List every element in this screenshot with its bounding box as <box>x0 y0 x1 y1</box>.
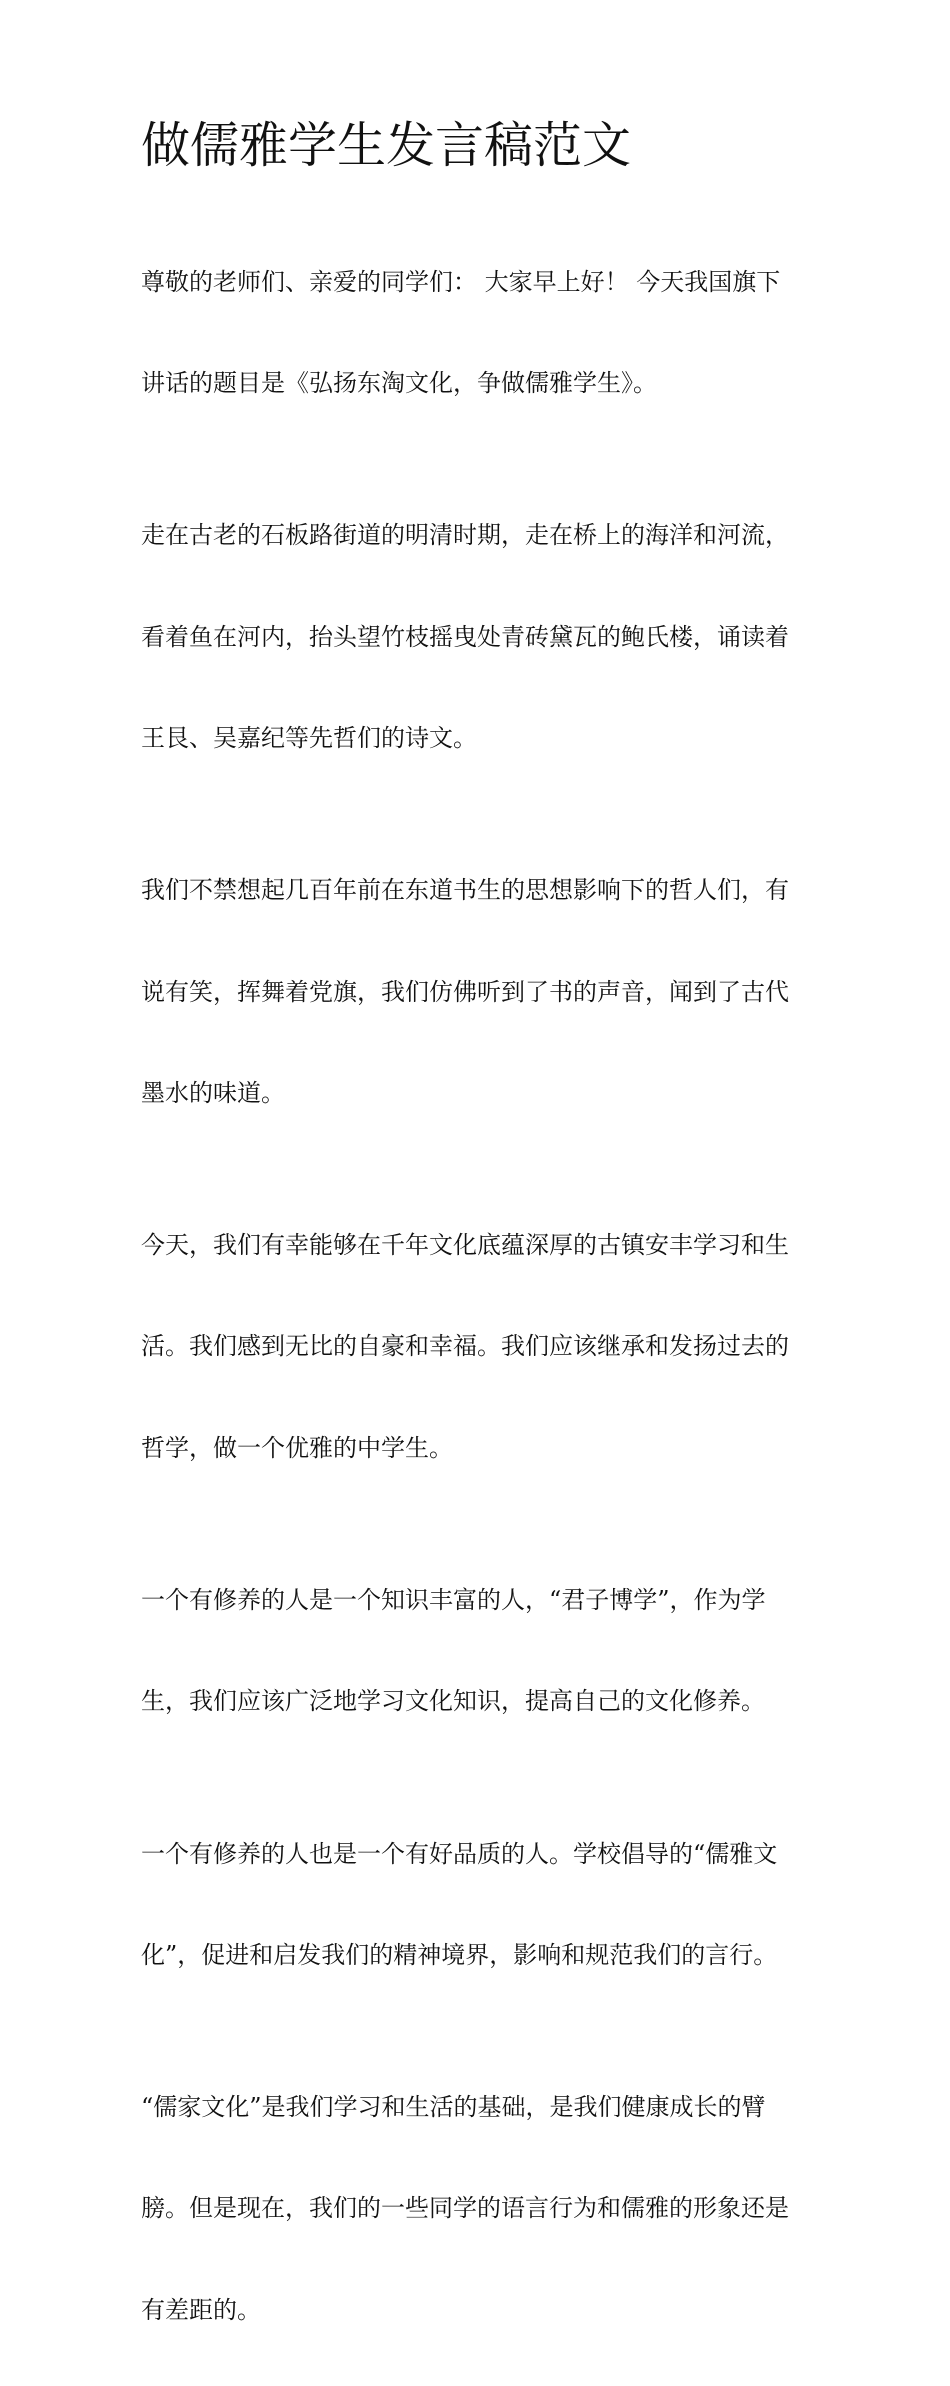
paragraph-line: 生，我们应该广泛地学习文化知识，提高自己的文化修养。 <box>141 1687 765 1716</box>
paragraph-5 <box>141 1524 821 1778</box>
paragraph-2 <box>141 460 821 815</box>
paragraph-line: 我们不禁想起几百年前在东道书生的思想影响下的哲人们，有 <box>141 876 789 905</box>
paragraph-line: 一个有修养的人也是一个有好品质的人。学校倡导的“儒雅文 <box>141 1839 778 1868</box>
document-title: 做儒雅学生发言稿范文 <box>141 117 632 174</box>
paragraph-line: 墨水的味道。 <box>141 1078 285 1107</box>
paragraph-line: 有差距的。 <box>141 2295 261 2324</box>
paragraph-1 <box>141 206 821 460</box>
paragraph-line: “儒家文化”是我们学习和生活的基础，是我们健康成长的臂 <box>141 2093 766 2122</box>
paragraph-line: 今天，我们有幸能够在千年文化底蕴深厚的古镇安丰学习和生 <box>141 1231 789 1260</box>
paragraph-line: 哲学，做一个优雅的中学生。 <box>141 1433 453 1462</box>
document-body <box>141 206 821 2386</box>
document-content <box>141 112 821 2386</box>
paragraph-6 <box>141 1778 821 2032</box>
paragraph-line: 讲话的题目是《弘扬东淘文化，争做儒雅学生》。 <box>141 369 657 398</box>
paragraph-line: 化”，促进和启发我们的精神境界，影响和规范我们的言行。 <box>141 1940 778 1969</box>
paragraph-line: 说有笑，挥舞着党旗，我们仿佛听到了书的声音，闻到了古代 <box>141 977 789 1006</box>
paragraph-line: 王艮、吴嘉纪等先哲们的诗文。 <box>141 724 477 753</box>
paragraph-line: 走在古老的石板路街道的明清时期，走在桥上的海洋和河流， <box>141 521 789 550</box>
paragraph-7 <box>141 2031 821 2386</box>
paragraph-line: 一个有修养的人是一个知识丰富的人，“君子博学”，作为学 <box>141 1585 766 1614</box>
paragraph-3 <box>141 814 821 1169</box>
paragraph-line: 尊敬的老师们、亲爱的同学们： 大家早上好！ 今天我国旗下 <box>141 267 781 296</box>
paragraph-line: 看着鱼在河内，抬头望竹枝摇曳处青砖黛瓦的鲍氏楼，诵读着 <box>141 622 789 651</box>
paragraph-line: 活。我们感到无比的自豪和幸福。我们应该继承和发扬过去的 <box>141 1332 789 1361</box>
paragraph-line: 膀。但是现在，我们的一些同学的语言行为和儒雅的形象还是 <box>141 2194 789 2223</box>
paragraph-4 <box>141 1169 821 1524</box>
